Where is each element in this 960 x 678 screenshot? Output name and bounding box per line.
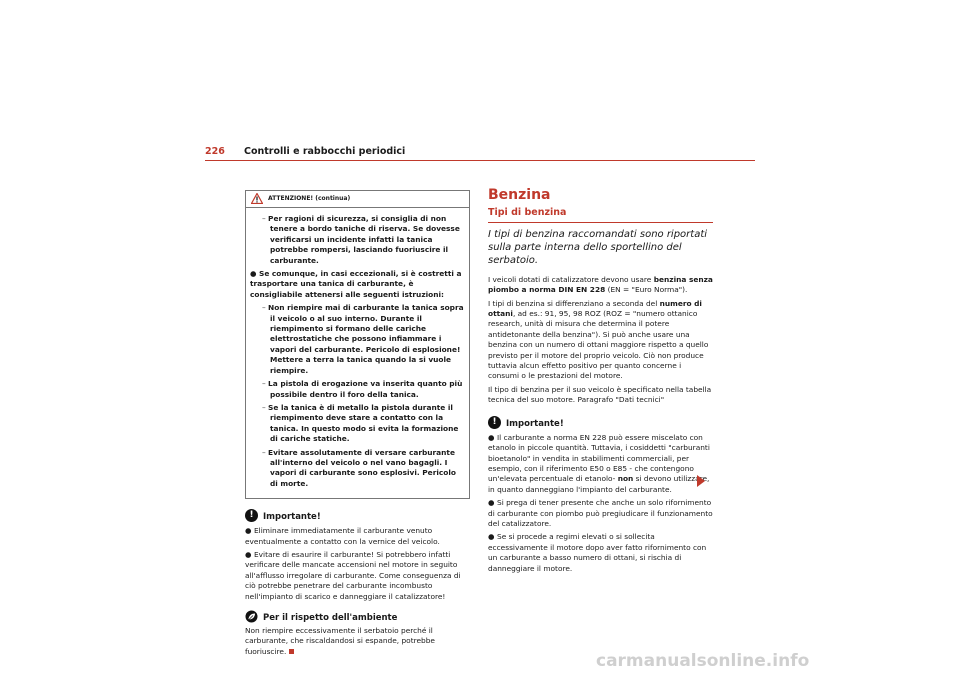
left-column bbox=[245, 190, 470, 660]
warning-dash-item: – Se la tanica è di metallo la pistola durante il riempimento deve stare a contatto con la tanica. In questo modo si evita la formazione di cariche statiche. bbox=[262, 402, 459, 444]
important-item: ● Eliminare immediatamente il carburante venuto eventualmente a contatto con la vernice del veicolo. bbox=[245, 526, 440, 546]
warning-dash-item: – Non riempire mai di carburante la tanica sopra il veicolo o al suo interno. Durante il riempimento si formano delle cariche elettrostatiche che possono infiammare i vapori del carburante. Pericolo di esplosione! Mettere a terra la tanica quando la si vuole riempire. bbox=[262, 303, 464, 375]
important-item: ● Si prega di tener presente che anche un solo rifornimento di carburante con piombo può pregiudicare il funzionamento del catalizzatore. bbox=[488, 498, 713, 528]
lead-text: I tipi di benzina raccomandati sono riportati sulla parte interna dello sportellino del serbatoio. bbox=[488, 228, 708, 266]
exclamation-icon: ! bbox=[488, 416, 501, 429]
right-column bbox=[488, 187, 713, 577]
watermark: carmanualsonline.info bbox=[596, 651, 810, 671]
subsection-heading: Tipi di benzina bbox=[488, 208, 713, 222]
environment-title: Per il rispetto dell'ambiente bbox=[263, 613, 398, 623]
exclamation-icon: ! bbox=[245, 509, 258, 522]
page-header bbox=[205, 146, 755, 160]
important-title: Importante! bbox=[506, 418, 564, 429]
important-item: ● Il carburante a norma EN 228 può essere miscelato con etanolo in piccole quantità. Tuttavia, i cosiddetti "carburanti bioetanolo" in vendita in stabilimenti commerciali, per esempio, con il riferimento E50 o E85 - che contengono un'elevata percentuale di etanolo- non si devono utilizzare, in quanto danneggiano l'impianto del carburante. bbox=[488, 432, 710, 494]
warning-bullet-item: ● Se comunque, in casi eccezionali, si è costretti a trasportare una tanica di carburante, è consigliabile attenersi alle seguenti istruzioni: bbox=[250, 269, 462, 299]
warning-box bbox=[245, 190, 470, 499]
warning-triangle-icon bbox=[251, 193, 263, 204]
section-end-marker bbox=[289, 649, 294, 654]
section-heading: Benzina bbox=[488, 187, 551, 203]
important-header bbox=[245, 509, 470, 526]
environment-leaf-icon bbox=[245, 610, 258, 623]
header-divider bbox=[205, 160, 755, 161]
page-number: 226 bbox=[205, 146, 225, 157]
important-title: Importante! bbox=[263, 512, 321, 523]
important-item: ● Se si procede a regimi elevati o si sollecita eccessivamente il motore dopo aver fatto rifornimento con un carburante a basso numero di ottani, si rischia di danneggiare il motore. bbox=[488, 532, 707, 573]
warning-dash-item: – Per ragioni di sicurezza, si consiglia di non tenere a bordo taniche di riserva. Se dovesse verificarsi un incidente infatti la tanica potrebbe rompersi, lasciando fuoriuscire il carburante. bbox=[262, 214, 460, 265]
important-item: ● Evitare di esaurire il carburante! Si potrebbero infatti verificare delle mancate accensioni nel motore in seguito all'afflusso irregolare di carburante. Come conseguenza di ciò potrebbe penetrare del carburante incombusto nell'impianto di scarico e danneggiare il catalizzatore! bbox=[245, 549, 461, 601]
environment-header bbox=[245, 610, 470, 626]
body-paragraph: I tipi di benzina si differenziano a seconda del numero di ottani, ad es.: 91, 95, 98 ROZ (ROZ = "numero ottanico research, unità di misura che determina il potere antidetonante della benzina"). Si può anche usare una benzina con un numero di ottani maggiore rispetto a quello previsto per il motore del proprio veicolo. Ciò non produce tuttavia alcun effetto positivo per quanto concerne i consumi o le prestazioni del motore. bbox=[488, 298, 709, 381]
body-paragraph: Il tipo di benzina per il suo veicolo è specificato nella tabella tecnica del suo motore. Paragrafo "Dati tecnici" bbox=[488, 384, 712, 405]
body-paragraph: I veicoli dotati di catalizzatore devono usare benzina senza piombo a norma DIN EN 228 (EN = "Euro Norma"). bbox=[488, 274, 713, 295]
important-header bbox=[488, 416, 713, 433]
next-page-arrow-icon bbox=[697, 475, 705, 487]
warning-header bbox=[246, 190, 469, 208]
warning-dash-item: – Evitare assolutamente di versare carburante all'interno del veicolo o nel vano bagagli. I vapori di carburante sono esplosivi. Pericolo di morte. bbox=[262, 447, 456, 488]
page-title: Controlli e rabbocchi periodici bbox=[244, 146, 406, 157]
warning-dash-item: – La pistola di erogazione va inserita quanto più possibile dentro il foro della tanica. bbox=[262, 379, 463, 399]
warning-title: ATTENZIONE! (continua) bbox=[268, 195, 351, 202]
environment-text: Non riempire eccessivamente il serbatoio perché il carburante, che riscaldandosi si espande, potrebbe fuoriuscire. bbox=[245, 626, 435, 656]
